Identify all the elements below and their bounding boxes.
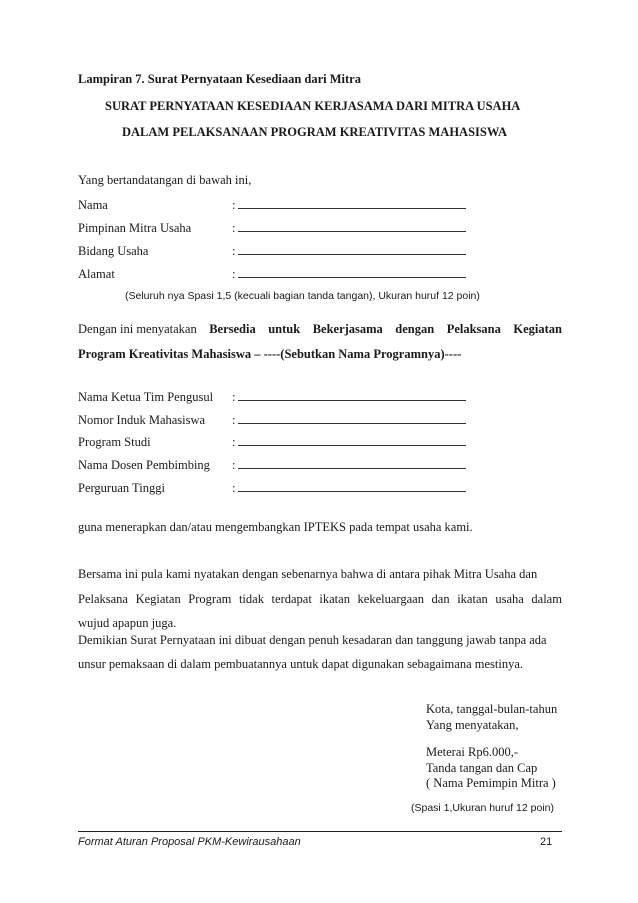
- paragraph-word: ikatan: [457, 592, 488, 606]
- field-label-ketua-tim: Nama Ketua Tim Pengusul: [78, 390, 214, 404]
- paragraph-word: kekeluargaan: [357, 592, 424, 606]
- statement-word: Kegiatan: [513, 322, 562, 336]
- field-label-nim: Nomor Induk Mahasiswa: [78, 413, 206, 427]
- statement-line-2: Program Kreativitas Mahasiswa – ----(Sebutkan Nama Programnya)----: [78, 347, 462, 361]
- paragraph-1-line-1: Bersama ini pula kami nyatakan dengan sebenarnya bahwa di antara pihak Mitra Usaha dan: [78, 567, 538, 581]
- signature-declarant: Yang menyatakan,: [426, 718, 519, 732]
- page-number: 21: [540, 836, 553, 848]
- purpose-text: guna menerapkan dan/atau mengembangkan IPTEKS pada tempat usaha kami.: [78, 520, 473, 534]
- paragraph-word: Pelaksana: [78, 592, 128, 606]
- signature-place-date: Kota, tanggal-bulan-tahun: [426, 702, 558, 716]
- field-value-perguruan-tinggi[interactable]: :: [232, 481, 466, 496]
- paragraph-word: tidak: [238, 592, 264, 606]
- attachment-heading: Lampiran 7. Surat Pernyataan Kesediaan dari Mitra: [78, 72, 361, 86]
- field-label-nama: Nama: [78, 198, 108, 212]
- paragraph-word: dan: [431, 592, 450, 606]
- paragraph-word: ikatan: [319, 592, 350, 606]
- statement-line-1: [78, 322, 562, 337]
- signature-stamp: Meterai Rp6.000,-: [426, 745, 518, 759]
- letter-title-line-1: SURAT PERNYATAAN KESEDIAAN KERJASAMA DARI MITRA USAHA: [105, 99, 521, 113]
- paragraph-word: usaha: [495, 592, 524, 606]
- statement-word: Bersedia: [209, 322, 256, 336]
- statement-prefix: Dengan ini menyatakan: [78, 322, 197, 336]
- field-value-dosen[interactable]: :: [232, 458, 466, 473]
- paragraph-2-line-2: unsur pemaksaan di dalam pembuatannya untuk dapat digunakan sebagaimana mestinya.: [78, 657, 524, 671]
- paragraph-word: dalam: [531, 592, 562, 606]
- field-label-pimpinan: Pimpinan Mitra Usaha: [78, 221, 192, 235]
- field-value-ketua-tim[interactable]: :: [232, 390, 466, 405]
- field-value-pimpinan[interactable]: :: [232, 221, 466, 236]
- paragraph-1-line-2: [78, 592, 562, 607]
- statement-word: dengan: [395, 322, 435, 336]
- field-value-program-studi[interactable]: :: [232, 435, 466, 450]
- signature-sign-label: Tanda tangan dan Cap: [426, 761, 538, 775]
- field-label-dosen: Nama Dosen Pembimbing: [78, 458, 210, 472]
- paragraph-word: Program: [188, 592, 232, 606]
- field-value-alamat[interactable]: :: [232, 267, 466, 282]
- footer-divider: [78, 831, 562, 832]
- signature-name-placeholder: ( Nama Pemimpin Mitra ): [426, 776, 556, 790]
- statement-word: untuk: [268, 322, 301, 336]
- signature-spacing-note: (Spasi 1,Ukuran huruf 12 poin): [411, 802, 554, 814]
- field-label-program-studi: Program Studi: [78, 435, 151, 449]
- statement-word: Bekerjasama: [312, 322, 383, 336]
- field-label-perguruan-tinggi: Perguruan Tinggi: [78, 481, 165, 495]
- statement-word: Pelaksana: [446, 322, 501, 336]
- footer-title: Format Aturan Proposal PKM-Kewirausahaan: [78, 836, 301, 848]
- paragraph-word: Kegiatan: [135, 592, 181, 606]
- intro-text: Yang bertandatangan di bawah ini,: [78, 173, 252, 187]
- field-label-bidang-usaha: Bidang Usaha: [78, 244, 149, 258]
- paragraph-1-line-3: wujud apapun juga.: [78, 616, 177, 630]
- letter-title-line-2: DALAM PELAKSANAAN PROGRAM KREATIVITAS MAHASISWA: [122, 125, 507, 139]
- field-value-nama[interactable]: :: [232, 198, 466, 213]
- paragraph-word: terdapat: [271, 592, 312, 606]
- field-label-alamat: Alamat: [78, 267, 115, 281]
- field-value-nim[interactable]: :: [232, 413, 466, 428]
- paragraph-2-line-1: Demikian Surat Pernyataan ini dibuat dengan penuh kesadaran dan tanggung jawab tanpa ada: [78, 633, 547, 647]
- field-value-bidang-usaha[interactable]: :: [232, 244, 466, 259]
- spacing-note: (Seluruh nya Spasi 1,5 (kecuali bagian tanda tangan), Ukuran huruf 12 poin): [125, 290, 480, 302]
